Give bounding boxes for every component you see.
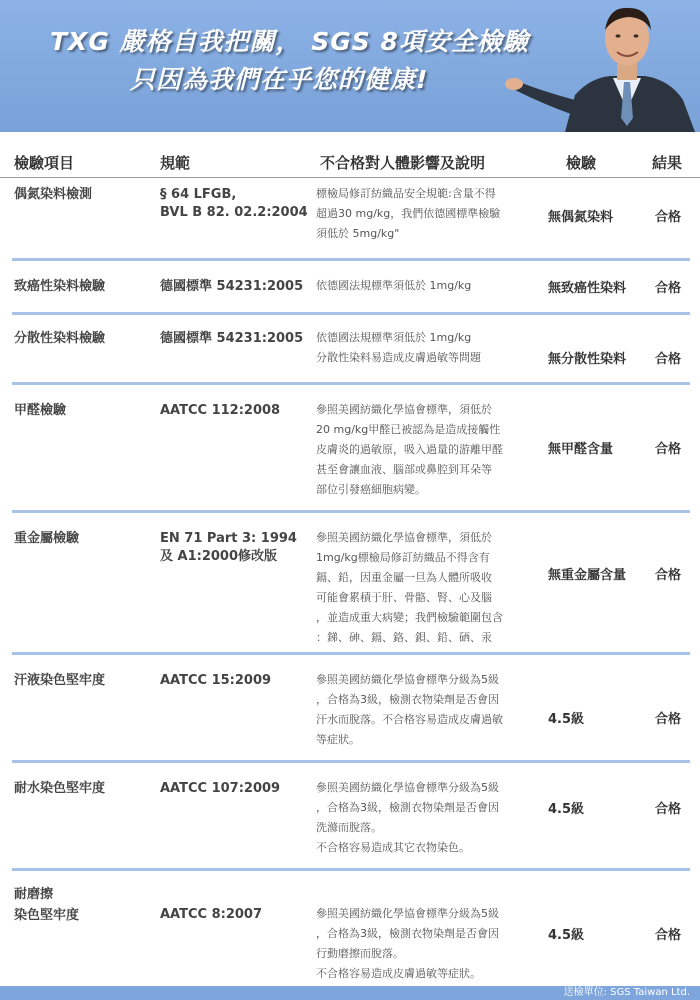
row-divider [12,312,690,315]
test-result: 無偶氮染料 [548,210,614,225]
test-item: 耐磨擦 染色堅牢度 [14,887,80,923]
test-standard: AATCC 112:2008 [160,403,281,418]
row-divider [12,760,690,763]
row-divider [12,510,690,513]
test-standard: 德國標準 54231:2005 [160,279,304,294]
test-item: 致癌性染料檢驗 [14,279,106,294]
row-divider [12,258,690,261]
test-description: 依德國法規標準須低於 1mg/kg 分散性染料易造成皮膚過敏等問題 [316,331,481,364]
test-verdict: 合格 [655,928,682,943]
header-banner [0,0,700,132]
test-item: 偶氮染料檢測 [14,187,93,202]
column-header-description: 不合格對人體影響及說明 [320,154,486,172]
test-description: 參照美國紡織化學協會標準，須低於 1mg/kg標檢局修訂紡織品不得含有 鎘、鉛，因重金屬一旦為人體所吸收 可能會累積于肝、骨骼、腎、心及腦 ，並造成重大病變；我們檢驗範圍包含 ：銻、砷、鎘、鉻、鋇、鉛、硒、汞 [316,531,503,644]
row-divider [12,382,690,385]
test-verdict: 合格 [655,281,682,296]
test-result: 無分散性染料 [548,352,627,367]
test-item: 汗液染色堅牢度 [14,673,106,688]
test-verdict: 合格 [655,210,682,225]
footer-text: 送檢單位: SGS Taiwan Ltd. [563,987,690,998]
test-standard: 德國標準 54231:2005 [160,331,304,346]
test-standard: AATCC 15:2009 [160,673,272,688]
test-item: 甲醛檢驗 [14,403,67,418]
test-verdict: 合格 [655,568,682,583]
column-header-standard: 規範 [160,154,191,172]
test-description: 參照美國紡織化學協會標準分級為5級 ，合格為3級，檢測衣物染劑是否會因 行動磨擦而脫落。 不合格容易造成皮膚過敏等症狀。 [316,907,499,980]
test-result: 4.5級 [548,712,585,727]
footer-bar [0,986,700,1000]
test-result: 4.5級 [548,802,585,817]
test-standard: AATCC 8:2007 [160,907,263,922]
test-result: 無重金屬含量 [548,568,627,583]
table-header [0,148,700,178]
test-item: 重金屬檢驗 [14,531,80,546]
row-divider [12,868,690,871]
test-description: 參照美國紡織化學協會標準，須低於 20 mg/kg甲醛已被認為是造成接觸性 皮膚炎的過敏原，吸入過量的游離甲醛 甚至會讓血液、腦部或鼻腔到耳朵等 部位引發癌細胞病變。 [316,403,503,496]
test-description: 參照美國紡織化學協會標準分級為5級 ，合格為3級，檢測衣物染劑是否會因 洗滌而脫落。 不合格容易造成其它衣物染色。 [316,781,499,854]
test-result: 無甲醛含量 [548,442,614,457]
test-item: 分散性染料檢驗 [14,331,106,346]
test-result: 4.5級 [548,928,585,943]
businessman-image [505,0,700,132]
test-verdict: 合格 [655,352,682,367]
test-description: 參照美國紡織化學協會標準分級為5級 ，合格為3級，檢測衣物染劑是否會因 汗水而脫落。不合格容易造成皮膚過敏 等症狀。 [316,673,503,746]
test-result: 無致癌性染料 [548,281,627,296]
headline-line-1: TXG 嚴格自我把關， SGS 8項安全檢驗 [50,27,529,56]
test-standard: EN 71 Part 3: 1994 及 A1:2000修改版 [160,531,297,564]
test-item: 耐水染色堅牢度 [14,781,106,796]
headline-line-2: 只因為我們在乎您的健康! [130,65,429,94]
row-divider [12,652,690,655]
test-standard: § 64 LFGB, BVL B 82. 02.2:2004 [160,187,308,220]
test-description: 標檢局修訂紡織品安全規範:含量不得 超過30 mg/kg，我們依德國標準檢驗 須低於 5mg/kg" [316,187,501,240]
test-verdict: 合格 [655,442,682,457]
test-standard: AATCC 107:2009 [160,781,281,796]
column-header-item: 檢驗項目 [14,154,75,172]
column-header-test: 檢驗 [566,154,597,172]
test-verdict: 合格 [655,712,682,727]
column-header-result: 結果 [652,154,683,172]
test-verdict: 合格 [655,802,682,817]
test-description: 依德國法規標準須低於 1mg/kg [316,279,472,292]
